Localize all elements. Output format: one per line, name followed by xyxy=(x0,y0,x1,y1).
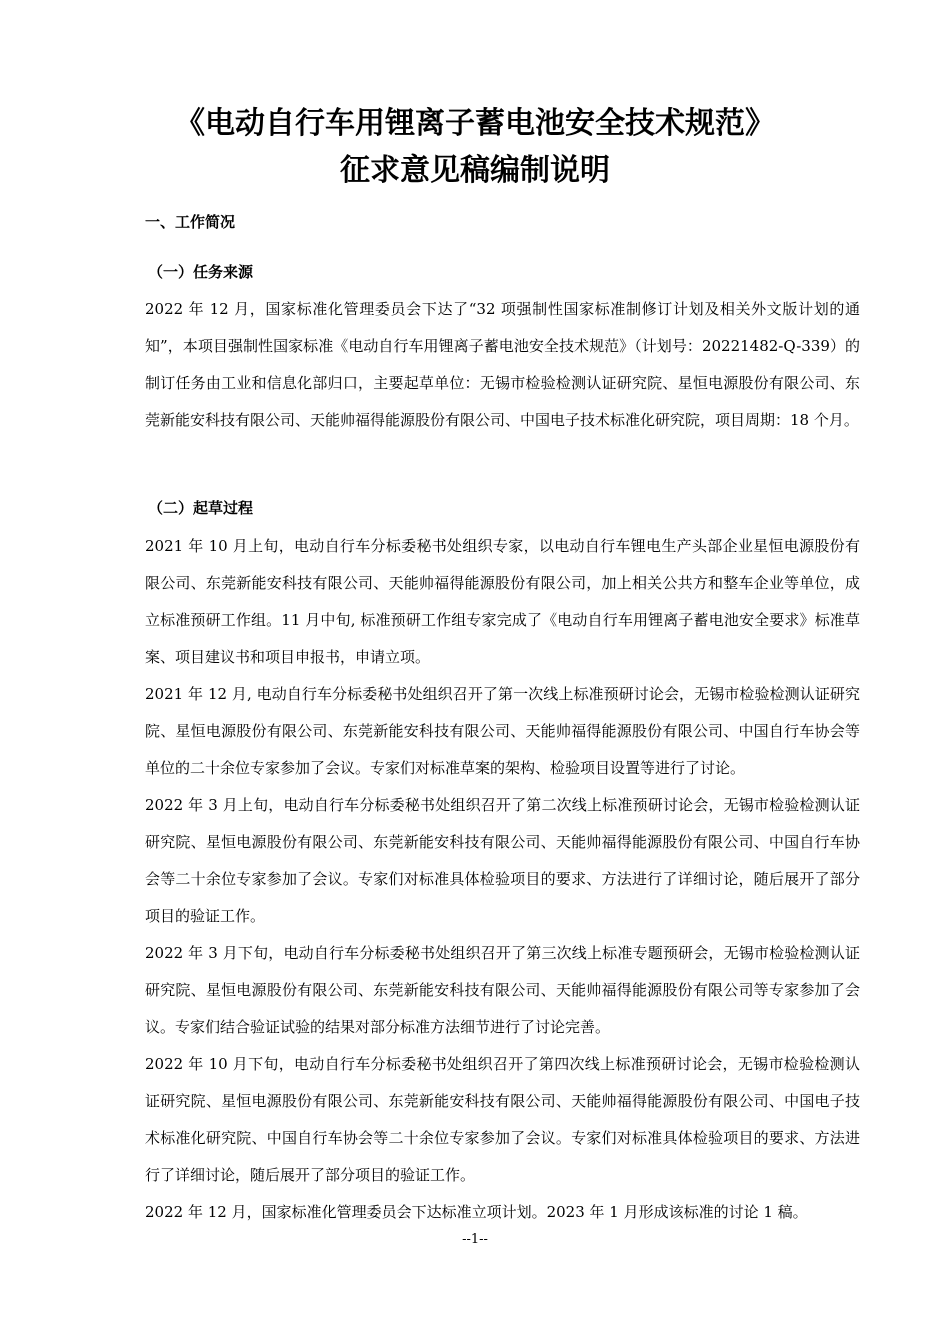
page-number: --1-- xyxy=(462,1232,488,1247)
subsection-heading-task-source: （一）任务来源 xyxy=(148,263,254,281)
drafting-process-body xyxy=(145,528,860,1231)
task-source-body xyxy=(145,291,860,439)
subsection-heading-drafting-process: （二）起草过程 xyxy=(148,499,254,517)
paragraph: 2022 年 3 月下旬，电动自行车分标委秘书处组织召开了第三次线上标准专题预研会，无锡市检验检测认证研究院、星恒电源股份有限公司、东莞新能安科技有限公司、天能帅福得能源股份有限公司等专家参加了会议。专家们结合验证试验的结果对部分标准方法细节进行了讨论完善。 xyxy=(145,944,860,1036)
paragraph: 2022 年 3 月上旬，电动自行车分标委秘书处组织召开了第二次线上标准预研讨论会，无锡市检验检测认证研究院、星恒电源股份有限公司、东莞新能安科技有限公司、天能帅福得能源股份有限公司、中国自行车协会等二十余位专家参加了会议。专家们对标准具体检验项目的要求、方法进行了详细讨论，随后展开了部分项目的验证工作。 xyxy=(145,796,860,925)
document-title-line1: 《电动自行车用锂离子蓄电池安全技术规范》 xyxy=(175,106,775,141)
paragraph: 2022 年 10 月下旬，电动自行车分标委秘书处组织召开了第四次线上标准预研讨论会，无锡市检验检测认证研究院、星恒电源股份有限公司、东莞新能安科技有限公司、天能帅福得能源股份有限公司、中国电子技术标准化研究院、中国自行车协会等二十余位专家参加了会议。专家们对标准具体检验项目的要求、方法进行了详细讨论，随后展开了部分项目的验证工作。 xyxy=(145,1055,860,1184)
document-title-line2: 征求意见稿编制说明 xyxy=(340,153,610,188)
paragraph: 2021 年 10 月上旬，电动自行车分标委秘书处组织专家，以电动自行车锂电生产头部企业星恒电源股份有限公司、东莞新能安科技有限公司、天能帅福得能源股份有限公司，加上相关公共方和整车企业等单位，成立标准预研工作组。11 月中旬, 标准预研工作组专家完成了《电动自行车用锂离子蓄电池安全要求》标准草案、项目建议书和项目申报书，申请立项。 xyxy=(145,537,860,666)
paragraph: 2022 年 12 月，国家标准化管理委员会下达标准立项计划。2023 年 1 月形成该标准的讨论 1 稿。 xyxy=(145,1203,808,1221)
paragraph: 2021 年 12 月, 电动自行车分标委秘书处组织召开了第一次线上标准预研讨论会，无锡市检验检测认证研究院、星恒电源股份有限公司、东莞新能安科技有限公司、天能帅福得能源股份有限公司、中国自行车协会等单位的二十余位专家参加了会议。专家们对标准草案的架构、检验项目设置等进行了讨论。 xyxy=(145,685,860,777)
paragraph: 2022 年 12 月，国家标准化管理委员会下达了“32 项强制性国家标准制修订计划及相关外文版计划的通知”，本项目强制性国家标准《电动自行车用锂离子蓄电池安全技术规范》（计划号：20221482-Q-339）的制订任务由工业和信息化部归口，主要起草单位：无锡市检验检测认证研究院、星恒电源股份有限公司、东莞新能安科技有限公司、天能帅福得能源股份有限公司、中国电子技术标准化研究院，项目周期：18 个月。 xyxy=(145,300,860,429)
section-heading: 一、工作简况 xyxy=(145,213,236,231)
